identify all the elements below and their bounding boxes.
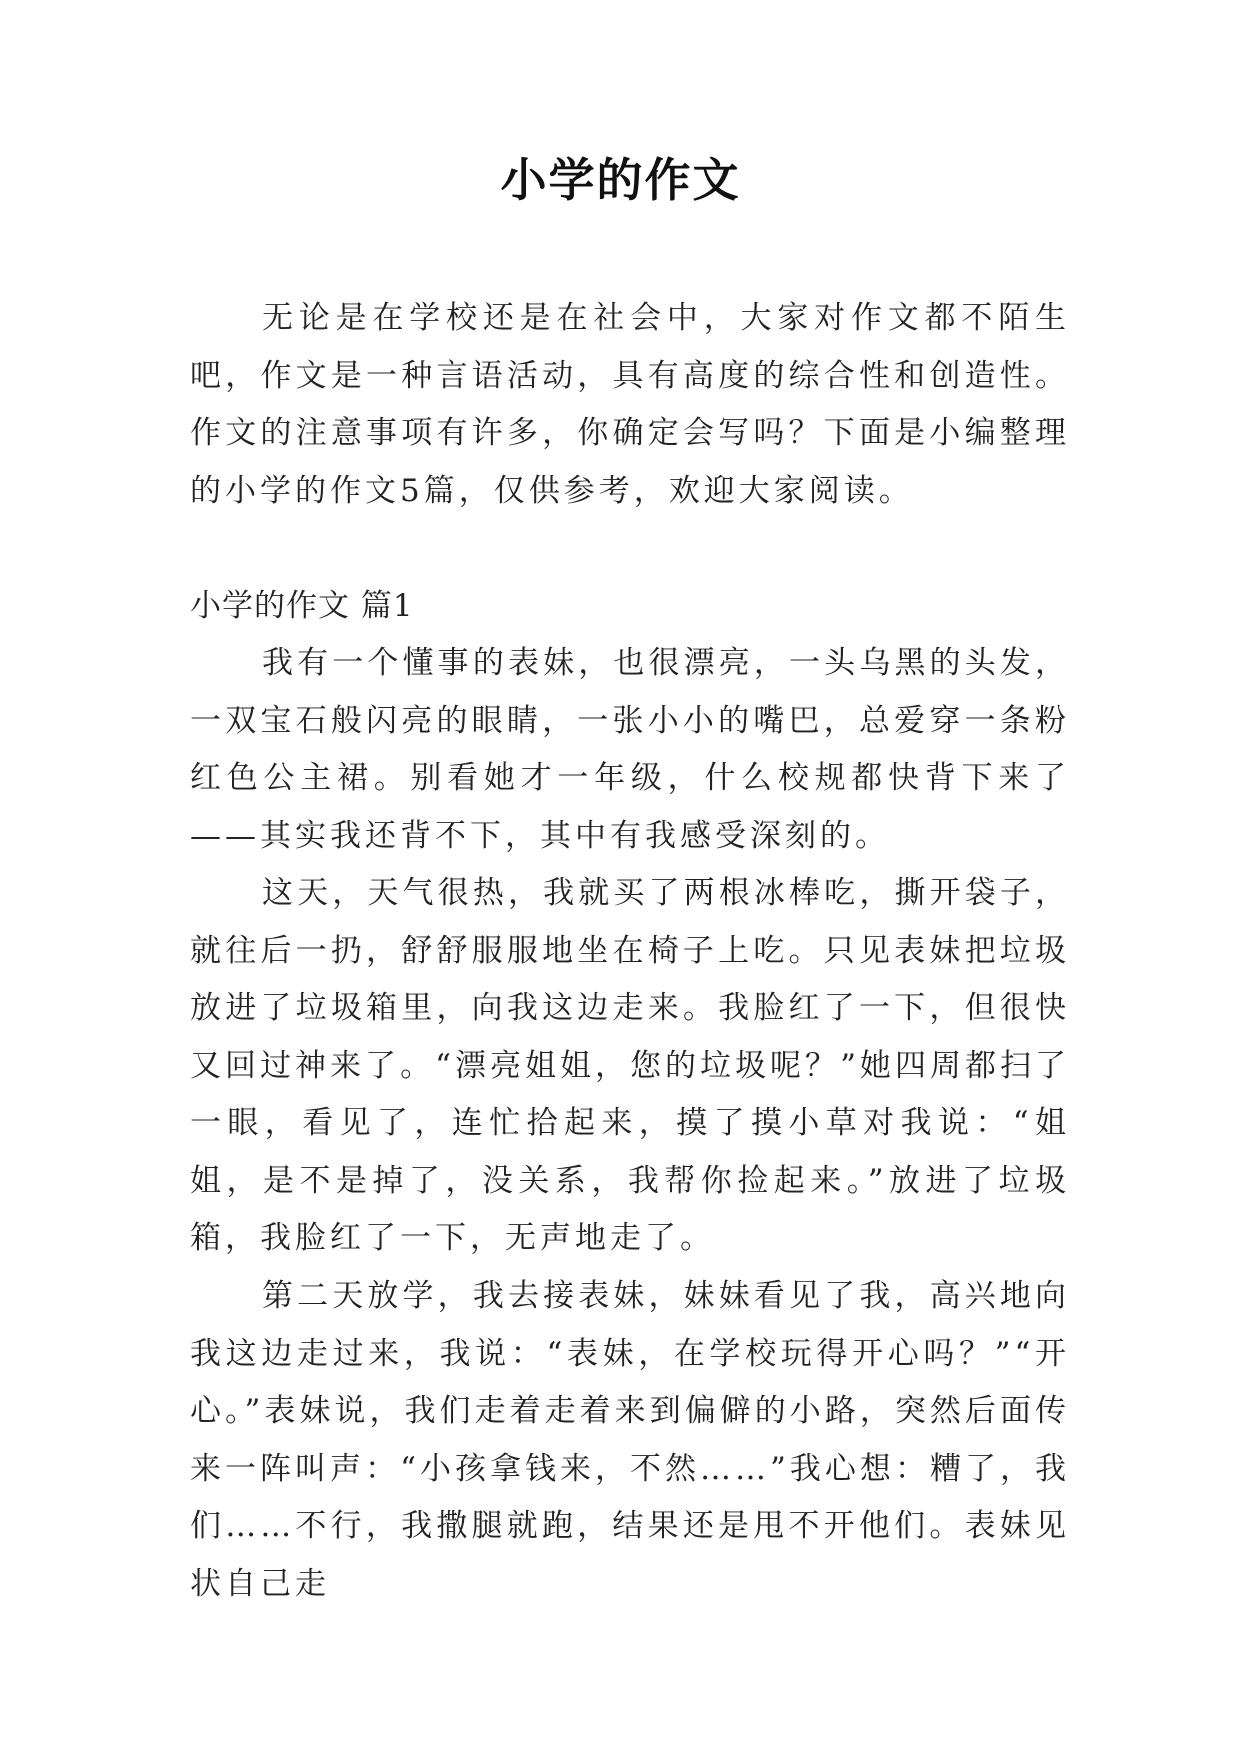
body-paragraph: 我有一个懂事的表妹，也很漂亮，一头乌黑的头发，一双宝石般闪亮的眼睛，一张小小的嘴巴，总爱穿一条粉红色公主裙。别看她才一年级，什么校规都快背下来了——其实我还背不下，其中有我感受深刻的。 [190, 645, 1070, 854]
document-title: 小学的作文 [500, 153, 741, 207]
intro-paragraph: 无论是在学校还是在社会中，大家对作文都不陌生吧，作文是一种言语活动，具有高度的综合性和创造性。作文的注意事项有许多，你确定会写吗？下面是小编整理的小学的作文5篇，仅供参考，欢迎大家阅读。 [190, 300, 1070, 509]
body-paragraph: 这天，天气很热，我就买了两根冰棒吃，撕开袋子，就往后一扔，舒舒服服地坐在椅子上吃。只见表妹把垃圾放进了垃圾箱里，向我这边走来。我脸红了一下，但很快又回过神来了。“漂亮姐姐，您的垃圾呢？”她四周都扫了一眼，看见了，连忙拾起来，摸了摸小草对我说：“姐姐，是不是掉了，没关系，我帮你捡起来。”放进了垃圾箱，我脸红了一下，无声地走了。 [190, 875, 1070, 1256]
section-heading: 小学的作文 篇1 [190, 588, 414, 624]
body-paragraph: 第二天放学，我去接表妹，妹妹看见了我，高兴地向我这边走过来，我说：“表妹，在学校玩得开心吗？”“开心。”表妹说，我们走着走着来到偏僻的小路，突然后面传来一阵叫声：“小孩拿钱来，不然……”我心想：糟了，我们……不行，我撒腿就跑，结果还是甩不开他们。表妹见状自己走 [190, 1278, 1070, 1602]
